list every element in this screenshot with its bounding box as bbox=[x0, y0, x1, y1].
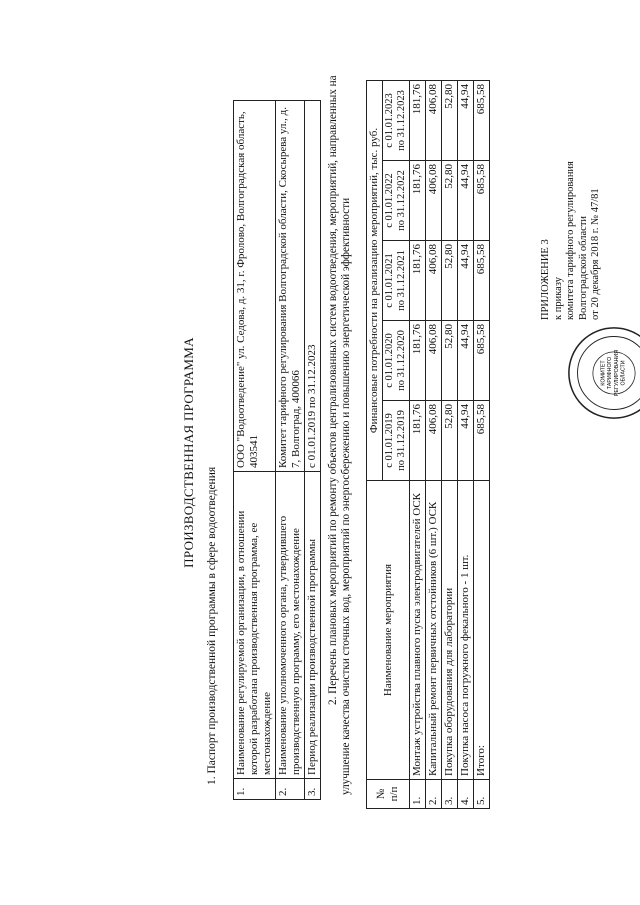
value-cell: 44,94 bbox=[458, 241, 474, 321]
value-cell: 406,08 bbox=[426, 241, 442, 321]
value-cell: 52,80 bbox=[442, 241, 458, 321]
period-header bbox=[383, 81, 410, 161]
header-num: № п/п bbox=[367, 780, 410, 809]
value-cell: 44,94 bbox=[458, 161, 474, 241]
row-label: Наименование регулируемой организации, в отношении которой разработана производственная программа, ее местонахождение bbox=[234, 472, 276, 779]
period-end: по 31.12.2019 bbox=[396, 410, 407, 471]
row-number: 2. bbox=[426, 780, 442, 809]
row-number: 3. bbox=[305, 779, 321, 800]
svg-text:ТАРИФНОГО: ТАРИФНОГО bbox=[607, 356, 614, 390]
period-header bbox=[383, 321, 410, 401]
table-row bbox=[305, 101, 321, 800]
period-start: с 01.01.2023 bbox=[384, 93, 395, 148]
period-header bbox=[383, 161, 410, 241]
table-row bbox=[410, 81, 426, 809]
passport-table bbox=[233, 100, 321, 800]
row-number: 4. bbox=[458, 780, 474, 809]
period-header bbox=[383, 401, 410, 481]
table-row bbox=[234, 101, 276, 800]
value-cell: 406,08 bbox=[426, 161, 442, 241]
appendix-line-1: ПРИЛОЖЕНИЕ 3 bbox=[540, 239, 551, 320]
value-cell: 685,58 bbox=[474, 401, 490, 481]
appendix-line-4: Волгоградской области bbox=[577, 215, 589, 320]
value-cell: 181,76 bbox=[410, 241, 426, 321]
period-end: по 31.12.2023 bbox=[396, 90, 407, 151]
value-cell: 685,58 bbox=[474, 161, 490, 241]
period-end: по 31.12.2022 bbox=[396, 170, 407, 231]
table-row bbox=[442, 81, 458, 809]
measure-name: Покупка оборудования для лаборатории bbox=[442, 481, 458, 780]
row-value: с 01.01.2019 по 31.12.2023 bbox=[305, 101, 321, 472]
table-row bbox=[474, 81, 490, 809]
period-end: по 31.12.2021 bbox=[396, 250, 407, 311]
period-start: с 01.01.2019 bbox=[384, 413, 395, 468]
svg-text:ОБЛАСТИ: ОБЛАСТИ bbox=[620, 360, 627, 386]
value-cell: 406,08 bbox=[426, 321, 442, 401]
appendix-line-2: к приказу bbox=[552, 277, 564, 320]
page-title: ПРОИЗВОДСТВЕННАЯ ПРОГРАММА bbox=[181, 337, 196, 568]
measure-name: Покупка насоса погружного фекального - 1 шт. bbox=[458, 481, 474, 780]
appendix-line-5: от 20 декабря 2018 г. № 47/81 bbox=[590, 188, 601, 320]
value-cell: 52,80 bbox=[442, 81, 458, 161]
period-start: с 01.01.2020 bbox=[384, 333, 395, 388]
value-cell: 181,76 bbox=[410, 161, 426, 241]
value-cell: 52,80 bbox=[442, 401, 458, 481]
value-cell: 685,58 bbox=[474, 321, 490, 401]
measure-name: Капитальный ремонт первичных отстойников (6 шт.) ОСК bbox=[426, 481, 442, 780]
measure-name: Итого: bbox=[474, 481, 490, 780]
value-cell: 44,94 bbox=[458, 321, 474, 401]
table-row bbox=[426, 81, 442, 809]
measures-table bbox=[366, 80, 490, 809]
value-cell: 181,76 bbox=[410, 401, 426, 481]
period-start: с 01.01.2021 bbox=[384, 253, 395, 308]
value-cell: 52,80 bbox=[442, 321, 458, 401]
value-cell: 685,58 bbox=[474, 81, 490, 161]
row-number: 1. bbox=[410, 780, 426, 809]
period-end: по 31.12.2020 bbox=[396, 330, 407, 391]
period-header bbox=[383, 241, 410, 321]
row-number: 1. bbox=[234, 779, 276, 800]
table-header-row bbox=[367, 81, 383, 809]
period-start: с 01.01.2022 bbox=[384, 173, 395, 228]
row-number: 3. bbox=[442, 780, 458, 809]
row-value: ООО "Водоотведение" ул. Седова, д. 31, г. Фролово, Волгоградская область, 403541 bbox=[234, 101, 276, 472]
section2-text: 2. Перечень плановых мероприятий по ремонту объектов централизованных систем водоотведения, мероприятий, направленных на улучшение качества очистки сточных вод, мероприятий по энергосбережению и повышению энергетической эффективности bbox=[327, 75, 352, 795]
table-row bbox=[276, 101, 305, 800]
header-financial: Финансовые потребности на реализацию мероприятий, тыс. руб. bbox=[367, 81, 383, 481]
row-number: 2. bbox=[276, 779, 305, 800]
header-name: Наименование мероприятия bbox=[367, 481, 410, 780]
row-value: Комитет тарифного регулирования Волгоградской области, Скосырева ул., д. 7, Волгоград, 400066 bbox=[276, 101, 305, 472]
official-stamp-icon bbox=[566, 325, 640, 421]
value-cell: 44,94 bbox=[458, 81, 474, 161]
svg-text:КОМИТЕТ: КОМИТЕТ bbox=[600, 360, 607, 386]
row-label: Период реализации производственной программы bbox=[305, 472, 321, 779]
value-cell: 44,94 bbox=[458, 401, 474, 481]
value-cell: 181,76 bbox=[410, 81, 426, 161]
value-cell: 52,80 bbox=[442, 161, 458, 241]
svg-text:РЕГУЛИРОВАНИЯ: РЕГУЛИРОВАНИЯ bbox=[613, 349, 620, 397]
value-cell: 406,08 bbox=[426, 81, 442, 161]
value-cell: 406,08 bbox=[426, 401, 442, 481]
section1-heading: 1. Паспорт производственной программы в сфере водоотведения bbox=[206, 466, 218, 785]
row-number: 5. bbox=[474, 780, 490, 809]
measure-name: Монтаж устройства плавного пуска электродвигателей ОСК bbox=[410, 481, 426, 780]
table-row bbox=[458, 81, 474, 809]
value-cell: 685,58 bbox=[474, 241, 490, 321]
row-label: Наименование уполномоченного органа, утвердившего производственную программу, его местонахождение bbox=[276, 472, 305, 779]
value-cell: 181,76 bbox=[410, 321, 426, 401]
appendix-line-3: комитета тарифного регулирования bbox=[565, 161, 576, 320]
